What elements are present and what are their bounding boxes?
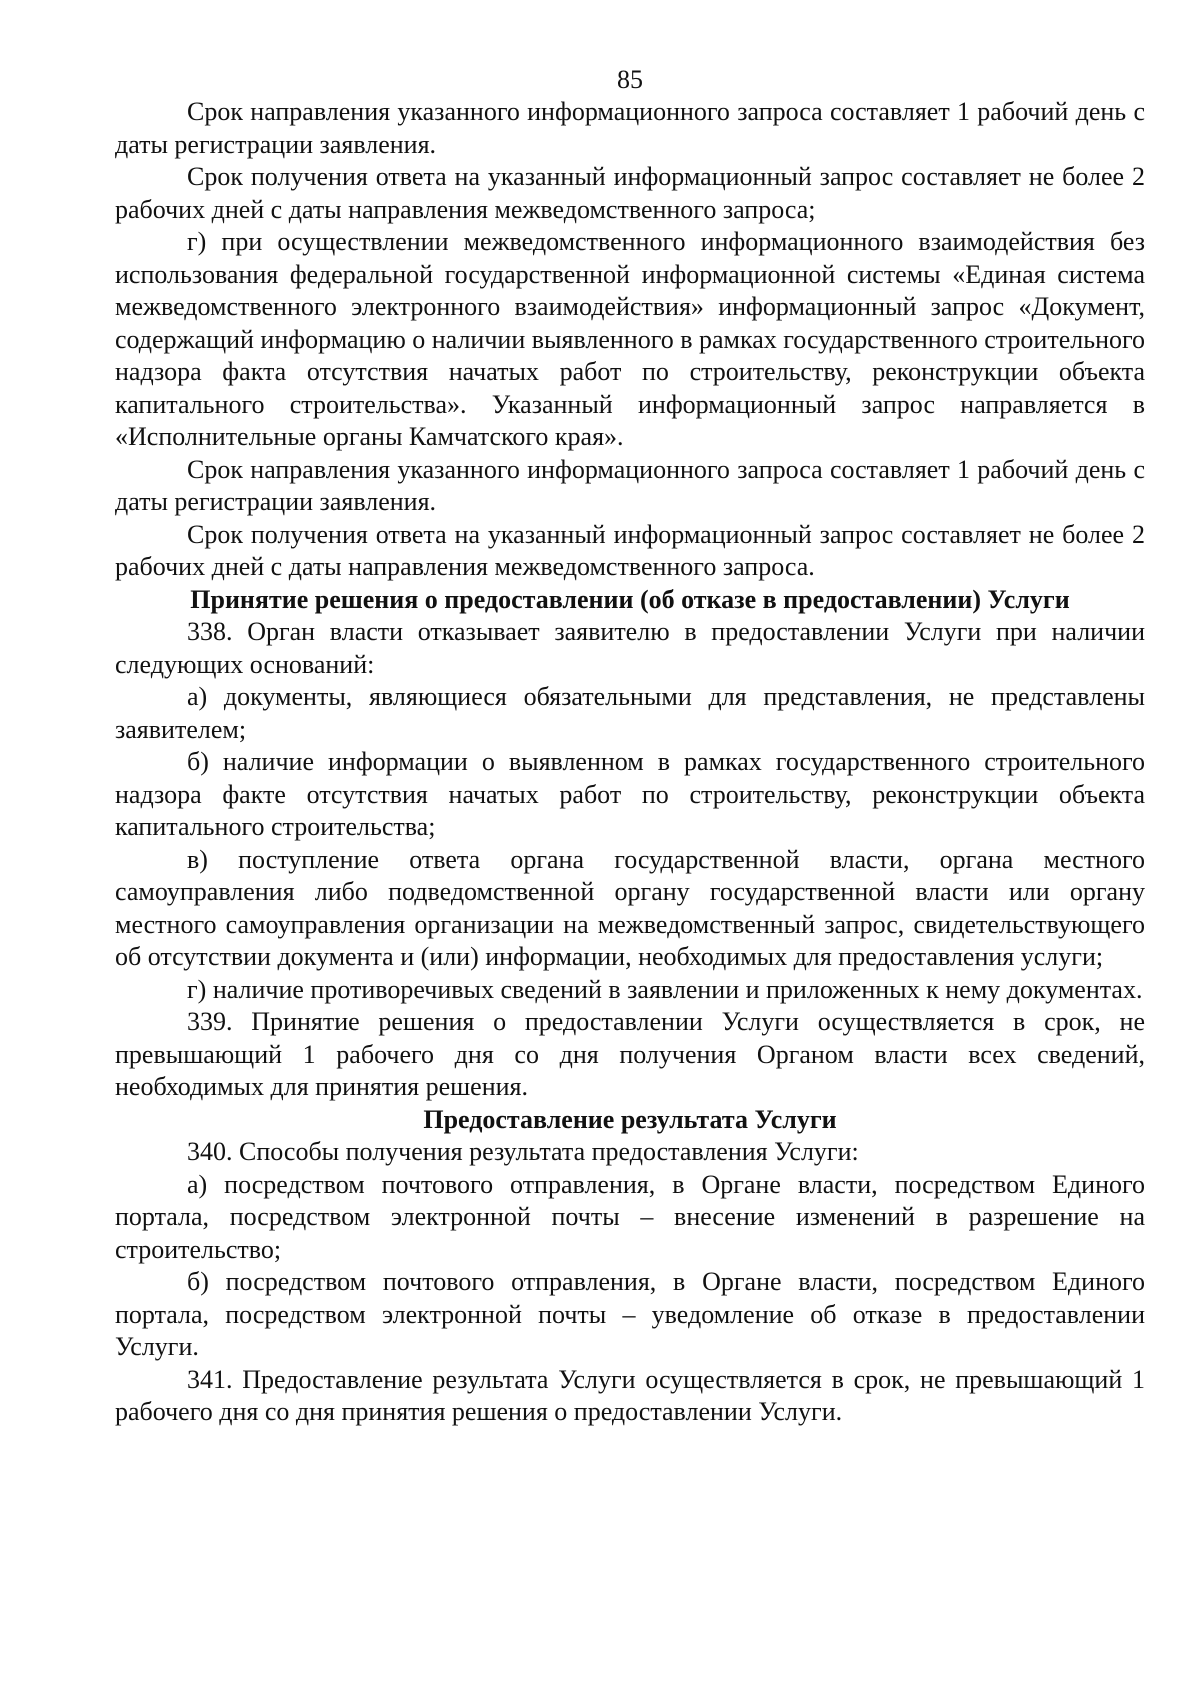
- paragraph: 339. Принятие решения о предоставлении Услуги осуществляется в срок, не превышающий 1 рабочего дня со дня получения Органом власти всех сведений, необходимых для принятия решения.: [115, 1007, 1145, 1101]
- paragraph: 341. Предоставление результата Услуги осуществляется в срок, не превышающий 1 рабочего дня со дня принятия решения о предоставлении Услуги.: [115, 1364, 1145, 1426]
- section-heading: Принятие решения о предоставлении (об отказе в предоставлении) Услуги: [190, 584, 1070, 614]
- paragraph: Срок направления указанного информационного запроса составляет 1 рабочий день с даты регистрации заявления.: [115, 97, 1145, 159]
- paragraph: 338. Орган власти отказывает заявителю в предоставлении Услуги при наличии следующих оснований:: [115, 617, 1145, 679]
- paragraph: Срок направления указанного информационного запроса составляет 1 рабочий день с даты регистрации заявления.: [115, 454, 1145, 516]
- page-number: 85: [617, 65, 643, 94]
- paragraph: а) посредством почтового отправления, в Органе власти, посредством Единого портала, посредством электронной почты – внесение изменений в разрешение на строительство;: [115, 1169, 1145, 1264]
- paragraph: г) наличие противоречивых сведений в заявлении и приложенных к нему документах.: [187, 974, 1143, 1004]
- paragraph: в) поступление ответа органа государственной власти, органа местного самоуправления либо подведомственной органу государственной власти или органу местного самоуправления организации на межведомственный запрос, свидетельствующего об отсутствии документа и (или) информации, необходимых для предоставления услуги;: [115, 844, 1145, 971]
- paragraph: Срок получения ответа на указанный информационный запрос составляет не более 2 рабочих дней с даты направления межведомственного запроса.: [115, 519, 1145, 581]
- paragraph: б) посредством почтового отправления, в Органе власти, посредством Единого портала, посредством электронной почты – уведомление об отказе в предоставлении Услуги.: [115, 1267, 1145, 1361]
- paragraph: 340. Способы получения результата предоставления Услуги:: [187, 1137, 859, 1166]
- paragraph: б) наличие информации о выявленном в рамках государственного строительного надзора факте отсутствия начатых работ по строительству, реконструкции объекта капитального строительства;: [115, 747, 1145, 841]
- paragraph: г) при осуществлении межведомственного информационного взаимодействия без использования федеральной государственной информационной системы «Единая система межведомственного электронного взаимодействия» информационный запрос «Документ, содержащий информацию о наличии выявленного в рамках государственного строительного надзора факта отсутствия начатых работ по строительству, реконструкции объекта капитального строительства». Указанный информационный запрос направляется в «Исполнительные органы Камчатского края».: [115, 227, 1145, 451]
- paragraph: а) документы, являющиеся обязательными для представления, не представлены заявителем;: [115, 682, 1145, 744]
- document-page: [115, 64, 1145, 1429]
- paragraph: Срок получения ответа на указанный информационный запрос составляет не более 2 рабочих дней с даты направления межведомственного запроса;: [115, 162, 1145, 224]
- section-heading: Предоставление результата Услуги: [423, 1104, 837, 1134]
